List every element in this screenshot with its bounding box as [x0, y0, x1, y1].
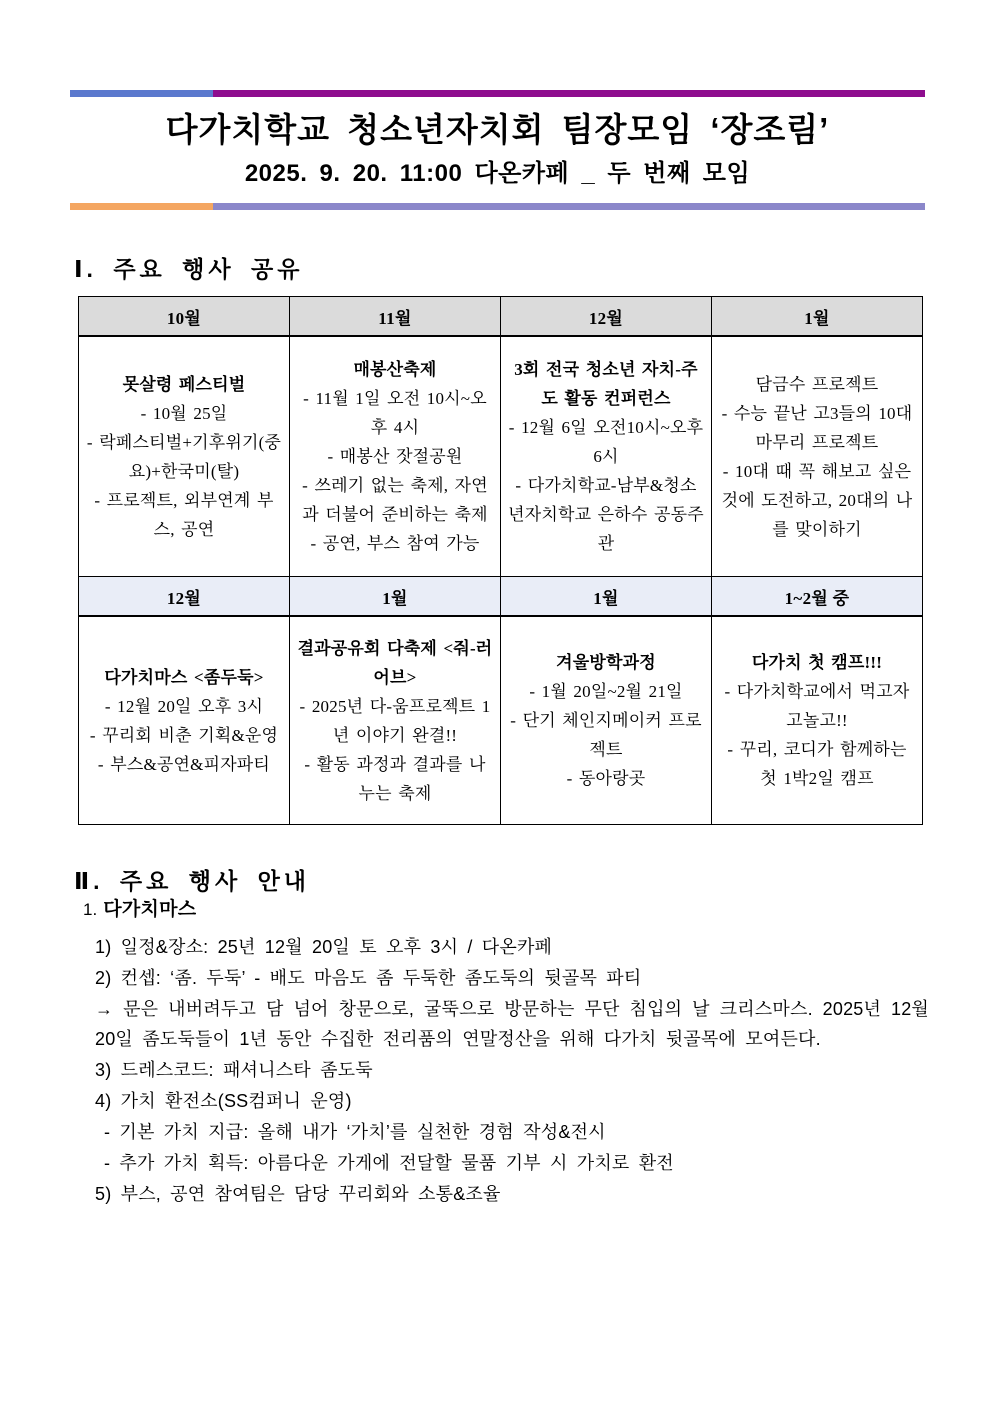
header-rule-top [70, 90, 925, 97]
event-cell [79, 336, 290, 577]
event-title: 못살령 페스티벌 [122, 374, 246, 394]
events-table [78, 296, 923, 825]
month-header-cell: 12월 [501, 297, 712, 337]
event-detail: - 다가치학교-남부&청소년자치학교 은하수 공동주관 [508, 476, 704, 553]
event-detail: - 부스&공연&피자파티 [97, 754, 271, 774]
events-row-1 [79, 336, 923, 577]
event-detail: - 동아랑곳 [566, 769, 646, 788]
events-row-2 [79, 616, 923, 825]
event-detail: - 1월 20일~2월 21일 [529, 682, 683, 701]
agenda-line: 2) 컨셉: ‘좀. 두둑’ - 배도 마음도 좀 두둑한 좀도둑의 뒷골목 파티 [95, 968, 642, 988]
event-detail: - 다가치학교에서 먹고자고놀고!! [724, 682, 910, 730]
agenda-line: 1) 일정&장소: 25년 12월 20일 토 오후 3시 / 다온카페 [95, 937, 553, 957]
month-header-cell: 1월 [501, 577, 712, 617]
event-title: 담금수 프로젝트 [755, 374, 879, 394]
event-detail: - 12월 6일 오전10시~오후6시 [508, 418, 704, 466]
event-title: 결과공유회 다축제 <줘-러어브> [297, 638, 493, 687]
rule-segment-violet [213, 203, 925, 210]
event-title: 겨울방학과정 [556, 653, 656, 672]
month-header-cell: 1월 [712, 297, 923, 337]
event-detail: - 10대 때 꼭 해보고 싶은 것에 도전하고, 20대의 나를 맞이하기 [721, 461, 913, 539]
event-detail: - 활동 과정과 결과를 나누는 축제 [304, 754, 486, 803]
month-header-row-2 [79, 577, 923, 617]
event-detail: - 프로젝트, 외부연계 부스, 공연 [94, 490, 274, 539]
event-detail: - 매봉산 잣절공원 [327, 447, 463, 466]
document-subtitle: 2025. 9. 20. 11:00 다온카페 _ 두 번째 모임 [244, 160, 751, 187]
month-header-cell: 12월 [79, 577, 290, 617]
event-title: 3회 전국 청소년 자치-주도 활동 컨퍼런스 [514, 360, 698, 408]
rule-segment-orange [70, 203, 213, 210]
agenda-subline: - 추가 가치 획득: 아름다운 가게에 전달할 물품 기부 시 가치로 환전 [104, 1153, 674, 1173]
event-detail: - 공연, 부스 참여 가능 [310, 534, 480, 553]
event-detail: - 2025년 다-움프로젝트 1년 이야기 완결!! [299, 696, 491, 745]
event-cell [290, 616, 501, 825]
event-detail: - 10월 25일 [140, 403, 228, 423]
month-header-cell: 10월 [79, 297, 290, 337]
month-header-cell: 1월 [290, 577, 501, 617]
event-cell [501, 336, 712, 577]
event-title: 다가치 첫 캠프!!! [751, 653, 883, 672]
event-cell [712, 616, 923, 825]
month-header-row-1 [79, 297, 923, 337]
agenda-item-header [73, 898, 931, 923]
event-detail: - 꾸리, 코디가 함께하는 첫 1박2일 캠프 [727, 740, 907, 788]
event-detail: - 단기 체인지메이커 프로젝트 [510, 711, 702, 759]
event-detail: - 락페스티벌+기후위기(중요)+한국미(탈) [86, 432, 282, 481]
agenda-line: 3) 드레스코드: 패셔니스타 좀도둑 [95, 1060, 373, 1080]
agenda-list [73, 898, 931, 1210]
month-header-cell: 11월 [290, 297, 501, 337]
agenda-subline: - 기본 가치 지급: 올해 내가 ‘가치’를 실천한 경험 작성&전시 [104, 1122, 606, 1142]
event-cell [712, 336, 923, 577]
section-2-heading: Ⅱ. 주요 행사 안내 [74, 868, 311, 894]
event-detail: - 11월 1일 오전 10시~오후 4시 [303, 389, 487, 437]
rule-segment-blue [70, 90, 213, 97]
event-detail: - 수능 끝난 고3들의 10대 마무리 프로젝트 [721, 403, 913, 452]
agenda-item-title: 다가치마스 [103, 899, 197, 920]
document-title: 다가치학교 청소년자치회 팀장모임 ‘장조림’ [165, 111, 830, 148]
document-header [70, 90, 925, 210]
header-rule-bottom [70, 203, 925, 210]
month-header-cell: 1~2월 중 [712, 577, 923, 617]
agenda-item-body [73, 932, 931, 1209]
event-detail: - 쓰레기 없는 축제, 자연과 더불어 준비하는 축제 [302, 476, 488, 524]
section-1-heading: Ⅰ. 주요 행사 공유 [74, 256, 304, 282]
event-detail: - 꾸리회 비춘 기획&운영 [89, 725, 279, 745]
rule-segment-magenta [213, 90, 925, 97]
event-title: 매봉산축제 [353, 360, 437, 379]
agenda-paragraph: → 문은 내버려두고 담 넘어 창문으로, 굴뚝으로 방문하는 무단 침입의 날 크리스마스. 2025년 12월 20일 좀도둑들이 1년 동안 수집한 전리품의 연말정산을 위해 다가치 뒷골목에 모여든다. [95, 999, 929, 1049]
event-title: 다가치마스 <좀두둑> [104, 667, 264, 687]
event-cell [290, 336, 501, 577]
event-cell [79, 616, 290, 825]
agenda-line: 5) 부스, 공연 참여팀은 담당 꾸리회와 소통&조율 [95, 1184, 501, 1204]
event-detail: - 12월 20일 오후 3시 [104, 696, 264, 716]
agenda-line: 4) 가치 환전소(SS컴퍼니 운영) [95, 1091, 352, 1111]
agenda-item-number: 1. [83, 900, 98, 919]
event-cell [501, 616, 712, 825]
